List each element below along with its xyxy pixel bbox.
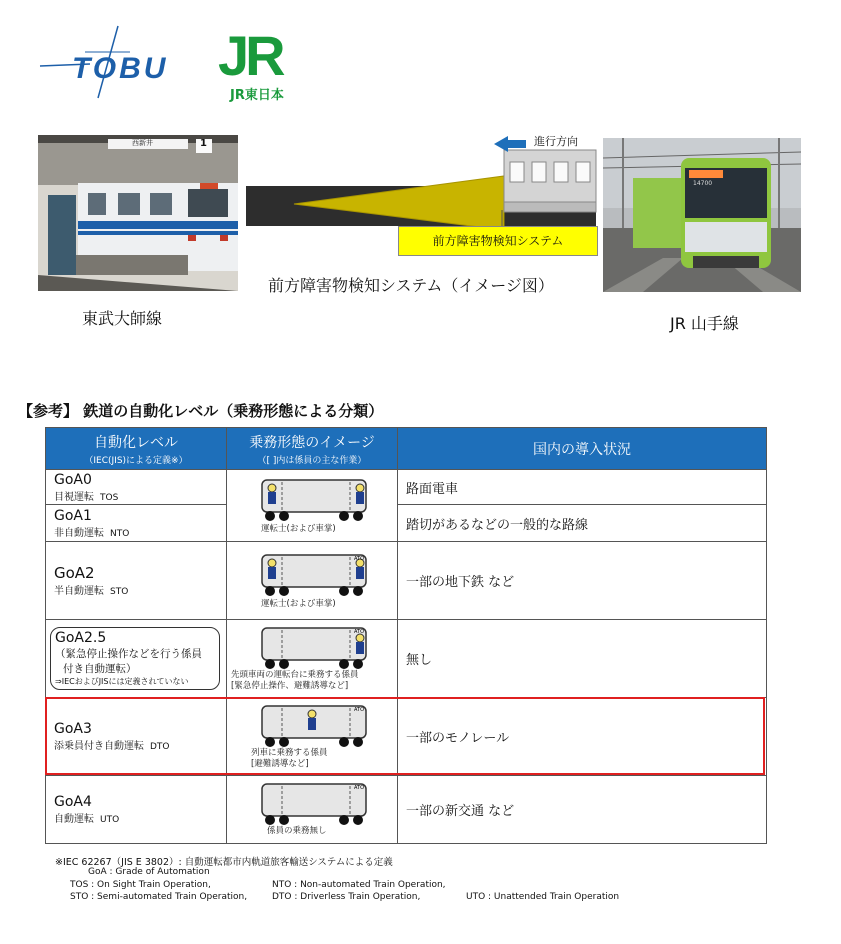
image-caption: 運転士(および車掌) bbox=[261, 524, 336, 534]
tobu-wordmark: TOBU bbox=[72, 52, 169, 85]
obstacle-detection-diagram bbox=[246, 130, 602, 262]
ato-label: ATO bbox=[354, 556, 365, 562]
section-heading: 【参考】 鉄道の自動化レベル（乗務形態による分類） bbox=[18, 402, 384, 420]
footnote-definition: ※IEC 62267（JIS E 3802）: 自動運転都市内軌道旅客輸送システムによる定義 bbox=[55, 857, 393, 868]
tobu-photo-caption: 東武大師線 bbox=[82, 309, 163, 328]
footnote-uto: UTO : Unattended Train Operation bbox=[466, 892, 620, 902]
crew-image-cell bbox=[227, 542, 398, 620]
jr-east-wordmark: JR東日本 bbox=[230, 88, 284, 103]
footnote-nto: NTO : Non-automated Train Operation, bbox=[272, 880, 446, 890]
status-cell: 一部の地下鉄 など bbox=[398, 542, 767, 620]
image-caption: 係員の乗務無し bbox=[267, 826, 327, 836]
footnote-tos: TOS : On Sight Train Operation, bbox=[70, 880, 211, 890]
train-crew-illustration bbox=[248, 476, 376, 524]
automation-level-table bbox=[45, 427, 767, 844]
ato-label: ATO bbox=[354, 706, 365, 713]
image-caption: 運転士(および車掌) bbox=[261, 599, 336, 609]
status-cell: 無し bbox=[398, 620, 767, 698]
direction-label: 進行方向 bbox=[534, 135, 578, 148]
status-cell: 路面電車 bbox=[398, 470, 767, 505]
ato-label: ATO bbox=[354, 628, 365, 635]
platform-number: 1 bbox=[200, 138, 207, 149]
status-cell: 一部のモノレール bbox=[398, 698, 767, 776]
header-status: 国内の導入状況 bbox=[398, 428, 767, 470]
level-cell: GoA2 半自動運転 STO bbox=[46, 542, 227, 620]
header-image: 乗務形態のイメージ （[ ]内は係員の主な作業） bbox=[227, 428, 398, 470]
crew-image-cell bbox=[227, 470, 398, 542]
header-level: 自動化レベル （IEC(JIS)による定義※） bbox=[46, 428, 227, 470]
station-sign: 西新井 bbox=[132, 139, 153, 147]
diagram-caption: 前方障害物検知システム（イメージ図） bbox=[268, 276, 554, 295]
footnote-dto: DTO : Driverless Train Operation, bbox=[272, 892, 421, 902]
level-cell: GoA3 添乗員付き自動運転 DTO bbox=[46, 698, 227, 776]
level-cell: GoA0 目視運転 TOS bbox=[46, 470, 227, 505]
level-cell bbox=[46, 620, 227, 698]
table-row bbox=[46, 776, 767, 844]
crew-image-cell bbox=[227, 620, 398, 698]
train-crew-illustration bbox=[248, 782, 376, 826]
jr-yamanote-photo bbox=[603, 138, 801, 292]
train-crew-illustration bbox=[248, 626, 376, 670]
train-number: 14700 bbox=[693, 180, 713, 187]
table-row bbox=[46, 470, 767, 505]
image-caption: 列車に乗務する係員 bbox=[251, 747, 328, 758]
image-caption: [緊急停止操作、避難誘導など] bbox=[231, 680, 349, 691]
tobu-train-photo bbox=[38, 135, 238, 291]
tobu-logo bbox=[30, 22, 180, 102]
footnote-goa: GoA : Grade of Automation bbox=[88, 867, 210, 877]
table-row bbox=[46, 505, 767, 542]
jr-mark: JR bbox=[218, 24, 282, 87]
jr-east-logo bbox=[218, 24, 318, 103]
train-crew-illustration bbox=[248, 551, 376, 599]
level-cell: GoA1 非自動運転 NTO bbox=[46, 505, 227, 542]
table-row bbox=[46, 542, 767, 620]
image-caption: 先頭車両の運転台に乗務する係員 bbox=[231, 669, 359, 680]
goa25-bracket: GoA2.5 （緊急停止操作などを行う係員 付き自動運転） ⇒IECおよびJISには定義されていない bbox=[50, 627, 220, 690]
footnote-sto: STO : Semi-automated Train Operation, bbox=[70, 892, 248, 902]
table-header-row bbox=[46, 428, 767, 470]
image-caption: [避難誘導など] bbox=[251, 758, 309, 769]
jr-photo-caption: JR 山手線 bbox=[670, 314, 739, 333]
status-cell: 一部の新交通 など bbox=[398, 776, 767, 844]
goa3-highlight-box bbox=[45, 697, 765, 775]
status-cell: 踏切があるなどの一般的な路線 bbox=[398, 505, 767, 542]
ato-label: ATO bbox=[354, 785, 365, 791]
system-box-label: 前方障害物検知システム bbox=[398, 226, 598, 256]
table-row bbox=[46, 620, 767, 698]
crew-image-cell bbox=[227, 776, 398, 844]
level-cell: GoA4 自動運転 UTO bbox=[46, 776, 227, 844]
